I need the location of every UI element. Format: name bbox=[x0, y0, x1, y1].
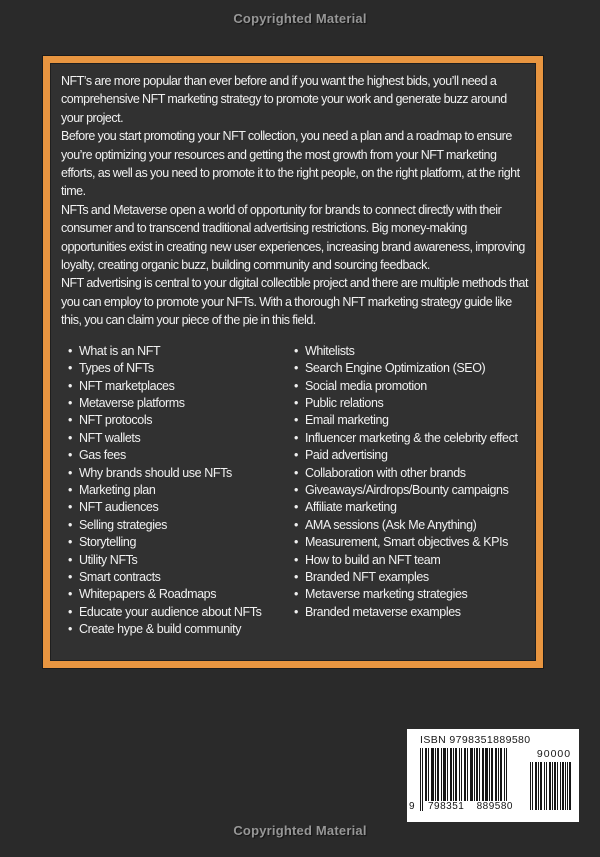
topic-item: • Branded metaverse examples bbox=[294, 604, 528, 621]
topic-item: • Whitelists bbox=[294, 343, 528, 360]
topic-item: • NFT protocols bbox=[68, 412, 294, 429]
barcode-bar bbox=[476, 748, 478, 801]
barcode-bar bbox=[474, 748, 475, 801]
barcode-bar bbox=[500, 748, 502, 801]
price-supplement-barcode bbox=[530, 748, 578, 812]
topic-item: • What is an NFT bbox=[68, 343, 294, 360]
topic-item: • Gas fees bbox=[68, 447, 294, 464]
topic-item: • Selling strategies bbox=[68, 517, 294, 534]
barcode-bar bbox=[464, 748, 466, 801]
topic-item: • Types of NFTs bbox=[68, 360, 294, 377]
barcode-bar bbox=[485, 748, 488, 801]
isbn-barcode-block bbox=[407, 729, 579, 822]
barcode-bar bbox=[544, 762, 545, 810]
barcode-bar bbox=[549, 762, 551, 810]
topic-item: • Whitepapers & Roadmaps bbox=[68, 586, 294, 603]
isbn-number: ISBN 9798351889580 bbox=[420, 734, 531, 746]
barcode-bar bbox=[560, 762, 561, 810]
blurb-paragraphs bbox=[61, 72, 528, 330]
topic-item: • Smart contracts bbox=[68, 569, 294, 586]
barcode-digits bbox=[426, 801, 515, 812]
barcode-bar bbox=[565, 762, 566, 810]
topic-item: • Measurement, Smart objectives & KPIs bbox=[294, 534, 528, 551]
blurb-paragraph: NFTs and Metaverse open a world of opportunity for brands to connect directly with their consumer and to transcend traditional advertising restrictions. Big money-making opportunities exist in creating new user experiences, increasing brand awareness, improving loyalty, creating organic buzz, building community and sourcing feedback. bbox=[61, 202, 525, 273]
barcode-bar bbox=[455, 748, 457, 801]
barcode-bar bbox=[552, 762, 553, 810]
barcode-bar bbox=[422, 748, 423, 811]
ean13-barcode bbox=[409, 748, 519, 812]
barcode-bar bbox=[546, 762, 547, 810]
topic-item: • Educate your audience about NFTs bbox=[68, 604, 294, 621]
topic-item: • Giveaways/Airdrops/Bounty campaigns bbox=[294, 482, 528, 499]
blurb-paragraph: NFT advertising is central to your digital collectible project and there are multiple methods that you can employ to promote your NFTs. With a thorough NFT marketing strategy guide like this, you can claim your piece of the pie in this field. bbox=[61, 276, 528, 328]
barcode-bar bbox=[498, 748, 499, 801]
barcode-bar bbox=[540, 762, 542, 810]
back-cover-text-panel bbox=[43, 56, 543, 668]
topic-item: • Email marketing bbox=[294, 412, 528, 429]
topic-item: • Search Engine Optimization (SEO) bbox=[294, 360, 528, 377]
topic-item: • How to build an NFT team bbox=[294, 552, 528, 569]
barcode-bar bbox=[482, 748, 484, 801]
barcode-digits-group2: 889580 bbox=[476, 801, 513, 812]
supplement-bars bbox=[530, 762, 578, 810]
topic-item: • NFT marketplaces bbox=[68, 378, 294, 395]
topic-item: • Metaverse platforms bbox=[68, 395, 294, 412]
topic-item: • Paid advertising bbox=[294, 447, 528, 464]
barcode-digits-group1: 798351 bbox=[428, 801, 465, 812]
topic-item: • Affiliate marketing bbox=[294, 499, 528, 516]
barcode-bar bbox=[554, 762, 556, 810]
topic-item: • Storytelling bbox=[68, 534, 294, 551]
topic-item: • NFT wallets bbox=[68, 430, 294, 447]
barcode-bar bbox=[441, 748, 442, 801]
barcode-bar bbox=[447, 748, 448, 801]
topic-item: • NFT audiences bbox=[68, 499, 294, 516]
barcode-bar bbox=[562, 762, 564, 810]
topics-column-right bbox=[294, 343, 528, 639]
barcode-bar bbox=[437, 748, 439, 801]
barcode-bar bbox=[428, 748, 429, 801]
barcode-bar bbox=[567, 762, 568, 810]
barcode-bar bbox=[538, 762, 539, 810]
topic-item: • Metaverse marketing strategies bbox=[294, 586, 528, 603]
barcode-digit-left: 9 bbox=[409, 801, 415, 812]
copyright-notice-top: Copyrighted Material bbox=[233, 11, 367, 26]
barcode-bar bbox=[479, 748, 480, 801]
topic-item: • Influencer marketing & the celebrity effect bbox=[294, 430, 528, 447]
supplement-code: 90000 bbox=[536, 748, 572, 760]
blurb-paragraph: Before you start promoting your NFT collection, you need a plan and a roadmap to ensure you’re optimizing your resources and getting the most growth from your NFT marketing efforts, as well as you need to promote it to the right people, on the right platform, at the right time. bbox=[61, 129, 520, 199]
barcode-bar bbox=[495, 748, 497, 801]
barcode-bar bbox=[453, 748, 454, 801]
barcode-bar bbox=[467, 748, 468, 801]
barcode-bar bbox=[420, 748, 421, 811]
barcode-bar bbox=[489, 748, 490, 801]
barcode-bar bbox=[557, 762, 558, 810]
topic-item: • Marketing plan bbox=[68, 482, 294, 499]
topic-item: • Public relations bbox=[294, 395, 528, 412]
barcode-row bbox=[407, 748, 579, 812]
topic-item: • Why brands should use NFTs bbox=[68, 465, 294, 482]
topic-item: • Social media promotion bbox=[294, 378, 528, 395]
topics-column-left bbox=[68, 343, 294, 639]
blurb-paragraph: NFT’s are more popular than ever before and if you want the highest bids, you’ll need a comprehensive NFT marketing strategy to promote your work and generate buzz around your project. bbox=[61, 74, 507, 125]
topic-item: • Branded NFT examples bbox=[294, 569, 528, 586]
topic-item: • Create hype & build community bbox=[68, 621, 294, 638]
barcode-bar bbox=[530, 762, 531, 810]
barcode-bar bbox=[425, 748, 427, 801]
barcode-bar bbox=[491, 748, 493, 801]
barcode-bar bbox=[470, 748, 473, 801]
topic-item: • AMA sessions (Ask Me Anything) bbox=[294, 517, 528, 534]
barcode-bar bbox=[569, 762, 571, 810]
barcode-bar bbox=[450, 748, 452, 801]
barcode-bar bbox=[532, 762, 533, 810]
topic-item: • Utility NFTs bbox=[68, 552, 294, 569]
barcode-bar bbox=[435, 748, 436, 801]
topic-item: • Collaboration with other brands bbox=[294, 465, 528, 482]
barcode-bar bbox=[431, 748, 434, 801]
barcode-bar bbox=[443, 748, 446, 801]
topics-columns bbox=[61, 343, 528, 639]
copyright-notice-bottom: Copyrighted Material bbox=[233, 823, 367, 838]
barcode-bar bbox=[535, 762, 537, 810]
